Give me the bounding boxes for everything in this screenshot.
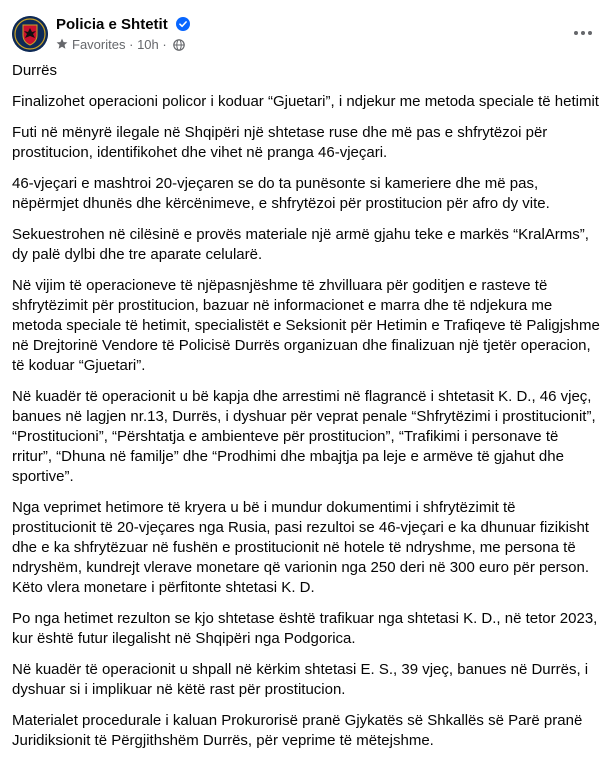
avatar[interactable] [12,16,48,52]
post-paragraph: Në kuadër të operacionit u bë kapja dhe arrestimi në flagrancë i shtetasit K. D., 46 vjeç, banues në lagjen nr.13, Durrës, i dyshuar për veprat penale “Shfrytëzimi i prostitucionit”, “Prostitucioni”, “Përshtatja e ambienteve për prostitucion”, “Trafikimi i personave të rritur”, “Dhuna në familje” dhe “Prodhimi dhe mbajtja pa leje e armëve të gjahut dhe sportive”. [12,388,596,485]
post-body [12,61,601,762]
more-options-button[interactable] [571,21,595,45]
post-paragraph: Në kuadër të operacionit u shpall në kërkim shtetasi E. S., 39 vjeç, banues në Durrës, i dyshuar si i implikuar në këtë rast për prostitucion. [12,661,589,698]
post-paragraph: Në vijim të operacioneve të njëpasnjëshme të zhvilluara për goditjen e rasteve të shfrytëzimit për prostitucion, bazuar në informacionet e marra dhe të ndjekura me metoda speciale të hetimit, specialistët e Seksionit për Hetimin e Trafiqeve të Paligjshme në Drejtorinë Vendore të Policisë Durrës organizuan dhe finalizuan një tjetër operacion, të koduar “Gjuetari”. [12,277,600,374]
post-paragraph: 46-vjeçari e mashtroi 20-vjeçaren se do ta punësonte si kameriere dhe më pas, nëpërmjet dhunës dhe kërcënimeve, e shfrytëzoi për prostitucion për afro dy vite. [12,175,550,212]
meta-separator: · [129,37,134,52]
post-paragraph: Materialet procedurale i kaluan Prokurorisë pranë Gjykatës së Shkallës së Parë pranë Juridiksionit të Përgjithshëm Durrës, për veprime të mëtejshme. [12,712,583,749]
post-time[interactable]: 10h [137,37,159,52]
page-name-text[interactable]: Policia e Shtetit [56,16,168,33]
star-icon [56,38,68,50]
post-header [12,13,601,55]
more-options-icon [571,21,595,45]
page-name[interactable] [56,16,190,33]
post-paragraph: Futi në mënyrë ilegale në Shqipëri një shtetase ruse dhe më pas e shfrytëzoi për prostitucion, identifikohet dhe vihet në pranga 46-vjeçari. [12,124,548,161]
police-emblem-icon [12,16,48,52]
post-paragraph: Nga veprimet hetimore të kryera u bë i mundur dokumentimi i shfrytëzimit të prostitucionit të 20-vjeçares nga Rusia, pasi rezultoi se 46-vjeçari e ka dhunuar fizikisht dhe e ka shfrytëzuar në fushën e prostitucionit në hotele të ndryshme, me persona të ndryshëm, kundrejt vlerave monetare që varionin nga 250 deri në 300 euro për person. Këto vlera monetare i përfitonte shtetasi K. D. [12,499,590,596]
audience-label[interactable]: Favorites [72,37,126,52]
post-paragraph: Sekuestrohen në cilësinë e provës materiale një armë gjahu teke e markës “KralArms”, dy palë dylbi dhe tre aparate celularë. [12,226,589,263]
post-paragraph: Po nga hetimet rezulton se kjo shtetase është trafikuar nga shtetasi K. D., në tetor 2023, kur është futur ilegalisht në Shqipëri nga Podgorica. [12,610,598,647]
verified-badge-icon [176,17,190,31]
meta-separator-2: · [162,37,167,52]
post-paragraph: Durrës [12,62,58,79]
post-paragraph: Finalizohet operacioni policor i koduar “Gjuetari”, i ndjekur me metoda speciale të hetimit [12,93,599,110]
post-meta [56,37,185,52]
globe-icon[interactable] [173,39,185,51]
